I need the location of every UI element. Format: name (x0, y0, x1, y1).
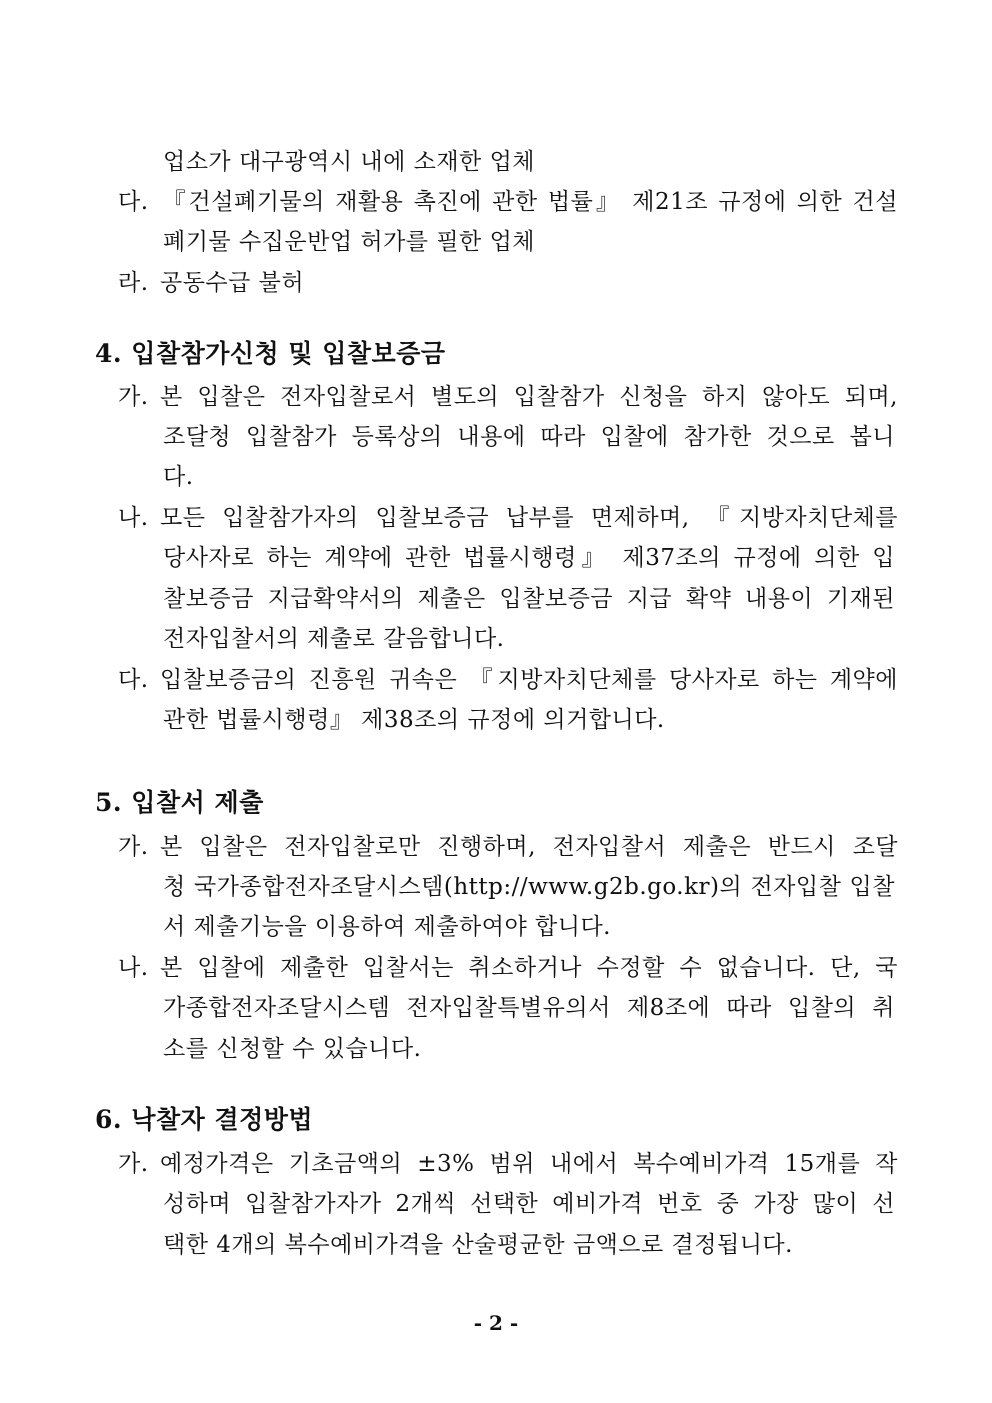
section5-heading: 5. 입찰서 제출 (95, 788, 264, 817)
section4-item-ga-line3: 다. (163, 464, 194, 490)
section4-item-da-line2: 관한 법률시행령』 제38조의 규정에 의거합니다. (163, 707, 665, 733)
section6-item-ga-line3: 택한 4개의 복수예비가격을 산술평균한 금액으로 결정됩니다. (163, 1232, 793, 1258)
section4-item-ga-line2: 조달청 입찰참가 등록상의 내용에 따라 입찰에 참가한 것으로 봅니 (163, 424, 895, 450)
item-marker: 나. (118, 505, 149, 531)
item-text: 입찰보증금의 진흥원 귀속은 『지방자치단체를 당사자로 하는 계약에 (160, 667, 898, 693)
section4-item-na-line4: 전자입찰서의 제출로 갈음합니다. (163, 626, 505, 652)
item-text: 『건설폐기물의 재활용 촉진에 관한 법률』 제21조 규정에 의한 건설 (160, 189, 898, 215)
section6-item-ga-line2: 성하며 입찰참가자가 2개씩 선택한 예비가격 번호 중 가장 많이 선 (163, 1191, 895, 1217)
item-text: 본 입찰은 전자입찰로서 별도의 입찰참가 신청을 하지 않아도 되며, (160, 384, 898, 410)
item-marker: 가. (118, 834, 149, 860)
section4-item-ga-line1 (118, 382, 898, 412)
item-text: 예정가격은 기초금액의 ±3% 범위 내에서 복수예비가격 15개를 작 (160, 1151, 898, 1177)
section5-item-ga-line2: 청 국가종합전자조달시스템(http://www.g2b.go.kr)의 전자입찰 입찰 (163, 874, 895, 900)
section5-item-ga-line3: 서 제출기능을 이용하여 제출하여야 합니다. (163, 914, 611, 940)
section4-item-na-line1 (118, 503, 898, 533)
section3-continued-line: 업소가 대구광역시 내에 소재한 업체 (163, 149, 536, 175)
section4-heading: 4. 입찰참가신청 및 입찰보증금 (95, 339, 446, 368)
item-text: 공동수급 불허 (160, 270, 305, 296)
item-marker: 라. (118, 270, 149, 296)
section3-item-ra (118, 268, 304, 298)
section3-item-da-line2: 폐기물 수집운반업 허가를 필한 업체 (163, 229, 536, 255)
item-marker: 나. (118, 955, 149, 981)
section4-item-na-line3: 찰보증금 지급확약서의 제출은 입찰보증금 지급 확약 내용이 기재된 (163, 586, 895, 612)
item-marker: 다. (118, 189, 149, 215)
item-text: 본 입찰에 제출한 입찰서는 취소하거나 수정할 수 없습니다. 단, 국 (160, 955, 898, 981)
item-marker: 가. (118, 384, 149, 410)
item-marker: 가. (118, 1151, 149, 1177)
section6-heading: 6. 낙찰자 결정방법 (95, 1105, 314, 1134)
section5-item-ga-line1 (118, 832, 898, 862)
item-marker: 다. (118, 667, 149, 693)
section5-item-na-line1 (118, 953, 898, 983)
section4-item-na-line2: 당사자로 하는 계약에 관한 법률시행령』 제37조의 규정에 의한 입 (163, 545, 895, 571)
section5-item-na-line3: 소를 신청할 수 있습니다. (163, 1036, 422, 1062)
item-text: 모든 입찰참가자의 입찰보증금 납부를 면제하며, 『지방자치단체를 (160, 505, 898, 531)
section6-item-ga-line1 (118, 1149, 898, 1179)
item-text: 본 입찰은 전자입찰로만 진행하며, 전자입찰서 제출은 반드시 조달 (160, 834, 898, 860)
page-number: - 2 - (473, 1311, 519, 1335)
section3-item-da-line1 (118, 187, 898, 217)
section4-item-da-line1 (118, 665, 898, 695)
section5-item-na-line2: 가종합전자조달시스템 전자입찰특별유의서 제8조에 따라 입찰의 취 (163, 995, 895, 1021)
